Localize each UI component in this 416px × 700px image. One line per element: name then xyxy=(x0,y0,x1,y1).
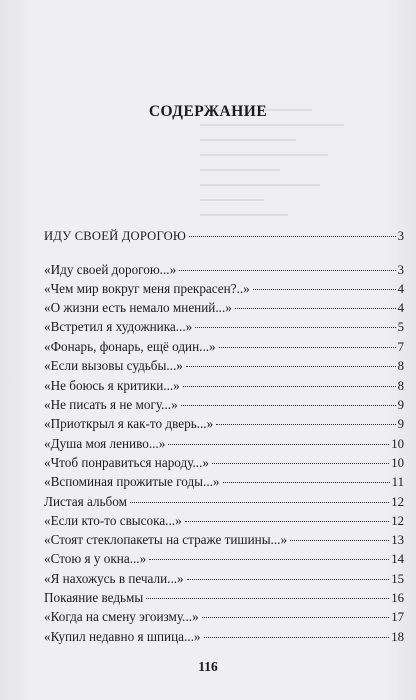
toc-entry-title: «Вспоминая прожитые годы...» xyxy=(44,474,220,489)
toc-entry-title: «Не писать я не могу...» xyxy=(44,397,178,412)
toc-row xyxy=(44,300,404,319)
toc-entry-page: 14 xyxy=(391,552,404,566)
toc-entry-title: «Фонарь, фонарь, ещё один...» xyxy=(44,339,216,354)
dot-leader xyxy=(204,636,390,638)
toc-entry-page: 11 xyxy=(391,475,404,489)
toc-row xyxy=(44,339,404,358)
dot-leader xyxy=(235,307,396,309)
page-title: СОДЕРЖАНИЕ xyxy=(148,103,268,120)
toc-entry-title: «Чем мир вокруг меня прекрасен?..» xyxy=(44,281,250,296)
toc-row xyxy=(44,397,404,416)
toc-row xyxy=(44,513,404,532)
toc-entry-page: 18 xyxy=(391,630,404,644)
toc-row xyxy=(44,416,404,435)
toc-entry-page: 3 xyxy=(397,263,404,277)
toc-row xyxy=(44,494,404,513)
dot-leader xyxy=(189,235,396,237)
toc-row xyxy=(44,358,404,377)
toc-entry-title: «Иду своей дорогою...» xyxy=(44,262,177,277)
dot-leader xyxy=(183,385,396,387)
toc-entry-page: 15 xyxy=(391,572,404,586)
toc-row xyxy=(44,590,404,609)
toc-entry-title: Листая альбом xyxy=(44,494,127,509)
toc-row xyxy=(44,532,404,551)
toc-entry-page: 4 xyxy=(397,282,404,296)
dot-leader xyxy=(202,616,390,618)
toc-entry-page: 8 xyxy=(397,379,404,393)
toc-row xyxy=(44,571,404,590)
toc-entry-title: «Когда на смену эгоизму...» xyxy=(44,609,199,624)
dot-leader xyxy=(149,558,389,560)
toc-entry-page: 10 xyxy=(391,456,404,470)
page-number: 116 xyxy=(198,659,218,674)
toc-row xyxy=(44,609,404,628)
dot-leader xyxy=(219,346,396,348)
toc-entry-title: «Стоят стеклопакеты на страже тишины...» xyxy=(44,532,288,547)
toc-entry-page: 9 xyxy=(397,398,404,412)
toc-row xyxy=(44,455,404,474)
toc-entry-page: 16 xyxy=(391,591,404,605)
toc-entry-title: «Встретил я художника...» xyxy=(44,319,193,334)
toc-entry-title: Покаяние ведьмы xyxy=(44,590,144,605)
toc-entry-page: 12 xyxy=(391,495,404,509)
toc-row xyxy=(44,551,404,570)
toc-entry-title: «Купил недавно я шпица...» xyxy=(44,629,201,644)
toc-entry-page: 3 xyxy=(397,229,404,243)
dot-leader xyxy=(130,501,389,503)
dot-leader xyxy=(195,326,395,328)
toc-entry-page: 9 xyxy=(397,417,404,431)
dot-leader xyxy=(253,288,396,290)
toc-entry-page: 13 xyxy=(391,533,404,547)
dot-leader xyxy=(168,443,389,445)
toc-entry-title: «Не боюсь я критики...» xyxy=(44,378,180,393)
toc-row xyxy=(44,262,404,281)
toc-entry-page: 4 xyxy=(397,301,404,315)
toc-entry-title: «Если вызовы судьбы...» xyxy=(44,358,183,373)
toc-section-row xyxy=(44,229,404,248)
dot-leader xyxy=(185,520,390,522)
dot-leader xyxy=(223,481,390,483)
toc-row xyxy=(44,436,404,455)
toc-row xyxy=(44,629,404,648)
toc-row xyxy=(44,281,404,300)
dot-leader xyxy=(181,404,396,406)
dot-leader xyxy=(179,269,395,271)
toc-entry-page: 12 xyxy=(391,514,404,528)
toc-row xyxy=(44,378,404,397)
toc-entry-page: 17 xyxy=(391,610,404,624)
dot-leader xyxy=(212,462,389,464)
toc-entry-page: 10 xyxy=(391,437,404,451)
toc-entry-page: 7 xyxy=(397,340,404,354)
toc-entry-page: 5 xyxy=(397,320,404,334)
toc-entry-title: «Если кто-то свысока...» xyxy=(44,513,182,528)
toc-entry-title: «Приоткрыл я как-то дверь...» xyxy=(44,416,214,431)
dot-leader xyxy=(216,423,395,425)
toc-entry-title: «Чтоб понравиться народу...» xyxy=(44,455,209,470)
toc-row xyxy=(44,319,404,338)
dot-leader xyxy=(187,578,390,580)
toc-entry-title: «Душа моя лениво...» xyxy=(44,436,166,451)
toc-entry-page: 8 xyxy=(397,359,404,373)
toc-entry-title: «Я нахожусь в печали...» xyxy=(44,571,184,586)
dot-leader xyxy=(146,597,389,599)
toc-entry-title: ИДУ СВОЕЙ ДОРОГОЮ xyxy=(44,229,187,243)
toc-row xyxy=(44,474,404,493)
toc-entry-title: «О жизни есть немало мнений...» xyxy=(44,300,232,315)
dot-leader xyxy=(290,539,389,541)
toc-entry-title: «Стою я у окна...» xyxy=(44,551,147,566)
dot-leader xyxy=(186,365,396,367)
